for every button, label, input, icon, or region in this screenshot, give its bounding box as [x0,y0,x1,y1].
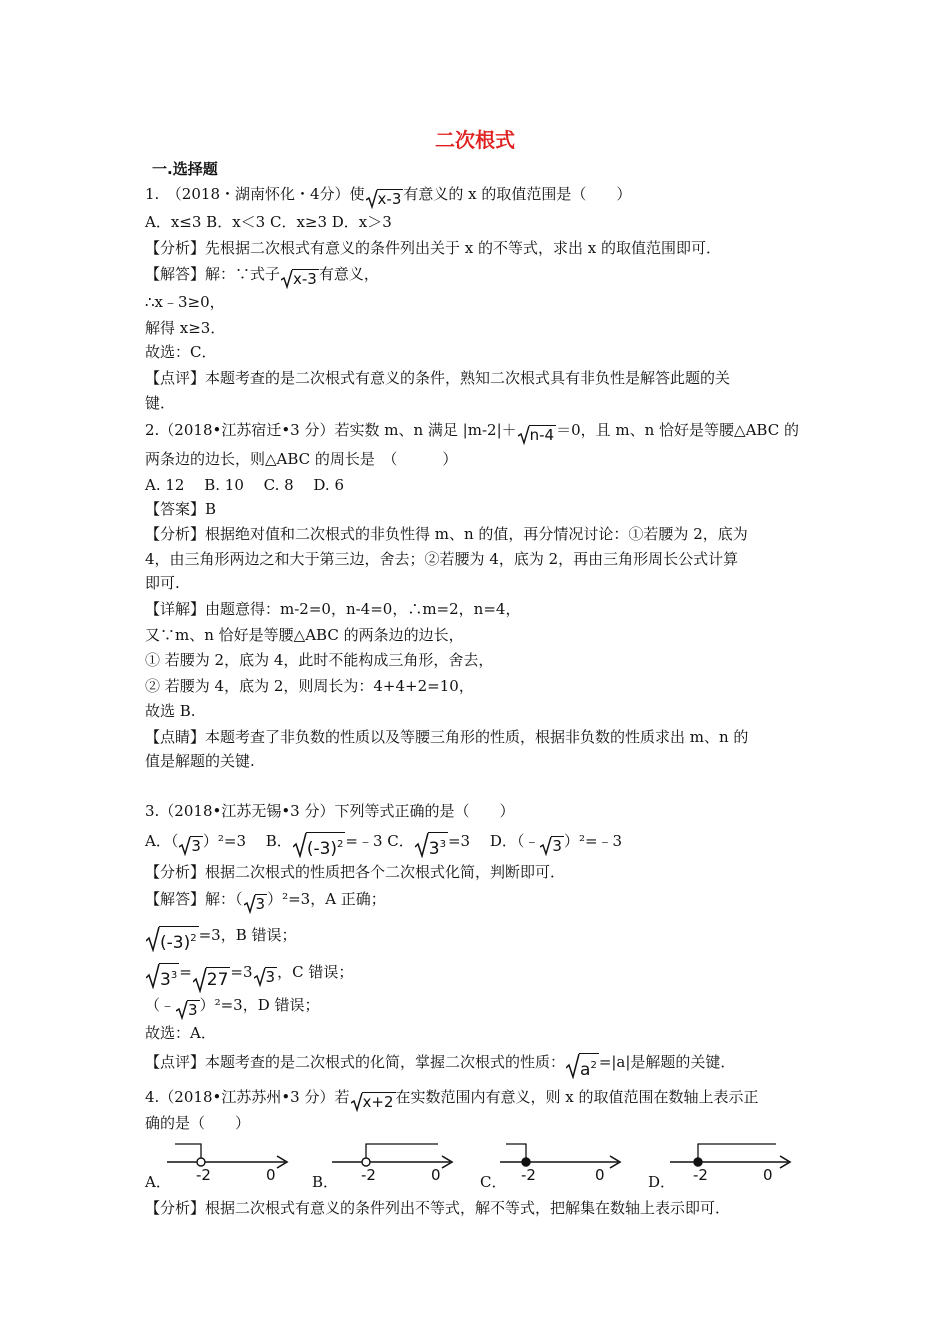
sqrt-expression [566,1053,599,1079]
radicand: 3 [191,837,201,855]
section-heading: 一.选择题 [152,160,218,178]
radicand: 3 [428,839,440,859]
tick-label-zero: 0 [763,1166,773,1184]
q4-option-a-label: A． [145,1173,171,1191]
q3-opt-a: A．（ [145,832,179,850]
radicand: 3 [552,837,562,855]
radicand: (-3) [306,839,338,859]
tick-label-zero: 0 [266,1166,276,1184]
q4-option-b-label: B． [312,1173,339,1191]
q3-comment-text-2: =|a|是解题的关键． [598,1053,736,1071]
radicand: 27 [206,967,231,991]
radicand: 3 [265,968,276,986]
q2-stem-text-2: ＝0，且 m、n 恰好是等腰△ABC 的 [556,421,799,439]
number-line-a [165,1136,300,1186]
q2-stem-text: 2.（2018•江苏宿迁•3 分）若实数 m、n 满足 |m-2|＋ [145,421,517,439]
q3-choice: 故选：A． [145,1024,216,1042]
q3-opt-c: =﹣3 C． [345,832,414,850]
q3-options [145,831,622,858]
q1-step: ∴x﹣3≥0， [145,293,225,311]
q2-stem [145,420,799,445]
q3-answer-c [145,962,353,993]
sqrt-expression [146,963,179,989]
number-line-d [668,1136,803,1186]
tick-label-neg2: -2 [521,1166,536,1184]
sqrt-expression [244,894,268,914]
tick-label-neg2: -2 [693,1166,708,1184]
q4-stem-text-2: 在实数范围内有意义，则 x 的取值范围在数轴上表示正 [395,1088,759,1106]
q3-stem: 3.（2018•江苏无锡•3 分）下列等式正确的是（ ） [145,802,515,820]
q2-stem-cont: 两条边的边长，则△ABC 的周长是 （ ） [145,450,458,468]
sqrt-expression [518,425,556,445]
q2-analysis: 【分析】根据绝对值和二次根式的非负性得 m、n 的值，再分情况讨论：①若腰为 2，底为 [145,525,748,543]
q3-comment [145,1052,735,1079]
radicand: x-3 [293,270,317,288]
radicand: (-3) [160,933,191,953]
q3-answer-d-text: ）²=3，D 错误； [199,996,320,1014]
q1-answer-text: 【解答】解：∵式子 [145,265,281,283]
q1-step: 解得 x≥3． [145,319,226,337]
q3-answer-d-pre: （﹣ [145,996,176,1014]
q2-key: 【答案】B [145,500,217,518]
exponent: 3 [170,970,178,981]
sqrt-expression [146,926,199,952]
tick-label-neg2: -2 [361,1166,376,1184]
number-line-c [498,1136,633,1186]
q1-comment: 【点评】本题考查的是二次根式有意义的条件，熟知二次根式具有非负性是解答此题的关 [145,369,731,387]
q1-options: A．x≤3 B．x＜3 C．x≥3 D．x＞3 [145,213,392,231]
q3-answer-text: 【解答】解：（ [145,890,243,908]
q2-detail: 又∵m、n 恰好是等腰△ABC 的两条边的边长， [145,626,464,644]
sqrt-expression [351,1092,396,1112]
sqrt-expression [176,1000,200,1020]
q4-option-d-label: D． [648,1173,676,1191]
q2-detail: ① 若腰为 2，底为 4，此时不能构成三角形，舍去， [145,651,494,669]
q1-analysis: 【分析】先根据二次根式有意义的条件列出关于 x 的不等式，求出 x 的取值范围即可． [145,239,721,257]
q1-stem-text: 1. （2018・湖南怀化・4分）使 [145,185,365,203]
q3-opt-b: ）²=3 B． [202,832,292,850]
q3-analysis: 【分析】根据二次根式的性质把各个二次根式化简，判断即可． [145,863,566,881]
q3-opt-d-end: ）²=﹣3 [563,832,623,850]
radicand: a [580,1060,591,1080]
sqrt-expression [293,832,346,858]
q3-answer-c-mid: =3 [230,963,253,981]
tick-label-neg2: -2 [196,1166,211,1184]
tick-label-zero: 0 [431,1166,441,1184]
q4-stem [145,1087,759,1112]
radicand: 3 [255,895,266,913]
q2-analysis-cont: 即可. [145,574,180,592]
sqrt-expression [254,967,278,987]
sqrt-expression [540,836,564,856]
q2-detail: ② 若腰为 4，底为 2，则周长为：4+4+2=10， [145,677,474,695]
q2-analysis-cont: 4，由三角形两边之和大于第三边，舍去；②若腰为 4，底为 2，再由三角形周长公式计算 [145,550,739,568]
radicand: 3 [160,970,171,990]
sqrt-expression [415,832,448,858]
equals-sign: = [179,963,192,981]
q1-stem-text-2: 有意义的 x 的取值范围是（ ） [403,185,632,203]
q4-stem-text: 4.（2018•江苏苏州•3 分）若 [145,1088,350,1106]
sqrt-expression [193,967,231,993]
radicand: x+2 [362,1093,394,1111]
q3-answer-a [145,889,386,914]
q4-analysis: 【分析】根据二次根式有意义的条件列出不等式，解不等式，把解集在数轴上表示即可． [145,1199,731,1217]
q3-answer-c-text: ，C 错误； [277,963,354,981]
exponent: 2 [337,839,344,850]
exponent: 2 [190,933,197,944]
sqrt-expression [179,836,203,856]
q4-stem-cont: 确的是（ ） [145,1114,251,1132]
number-line-b [330,1136,465,1186]
q1-choice: 故选：C． [145,343,217,361]
q1-stem [145,184,631,209]
q2-choice: 故选 B. [145,702,196,720]
q2-detail: 【详解】由题意得：m-2=0，n-4=0，∴m=2，n=4， [145,600,521,618]
tick-label-zero: 0 [595,1166,605,1184]
q2-comment-cont: 值是解题的关键. [145,752,255,770]
q2-comment: 【点睛】本题考查了非负数的性质以及等腰三角形的性质，根据非负数的性质求出 m、n 的 [145,728,749,746]
radicand: x-3 [377,190,402,208]
exponent: 2 [590,1060,597,1071]
radicand: 3 [188,1001,198,1019]
page-title: 二次根式 [435,128,515,152]
sqrt-expression [281,269,319,289]
q4-option-c-label: C． [480,1173,507,1191]
q1-answer-text-2: 有意义， [318,265,379,283]
q3-answer-b [145,925,297,952]
q3-opt-d: =3 D．（﹣ [447,832,540,850]
exponent: 3 [439,839,446,850]
q1-answer [145,264,379,289]
q3-answer-text-2: ）²=3，A 正确； [267,890,386,908]
q2-options: A. 12 B. 10 C. 8 D. 6 [145,476,344,494]
radicand: n-4 [529,426,555,444]
q3-answer-b-text: =3，B 错误； [198,926,297,944]
q1-comment-cont: 键． [145,394,176,412]
q3-comment-text: 【点评】本题考查的是二次根式的化简，掌握二次根式的性质： [145,1053,566,1071]
q3-answer-d [145,995,319,1020]
sqrt-expression [366,189,404,209]
